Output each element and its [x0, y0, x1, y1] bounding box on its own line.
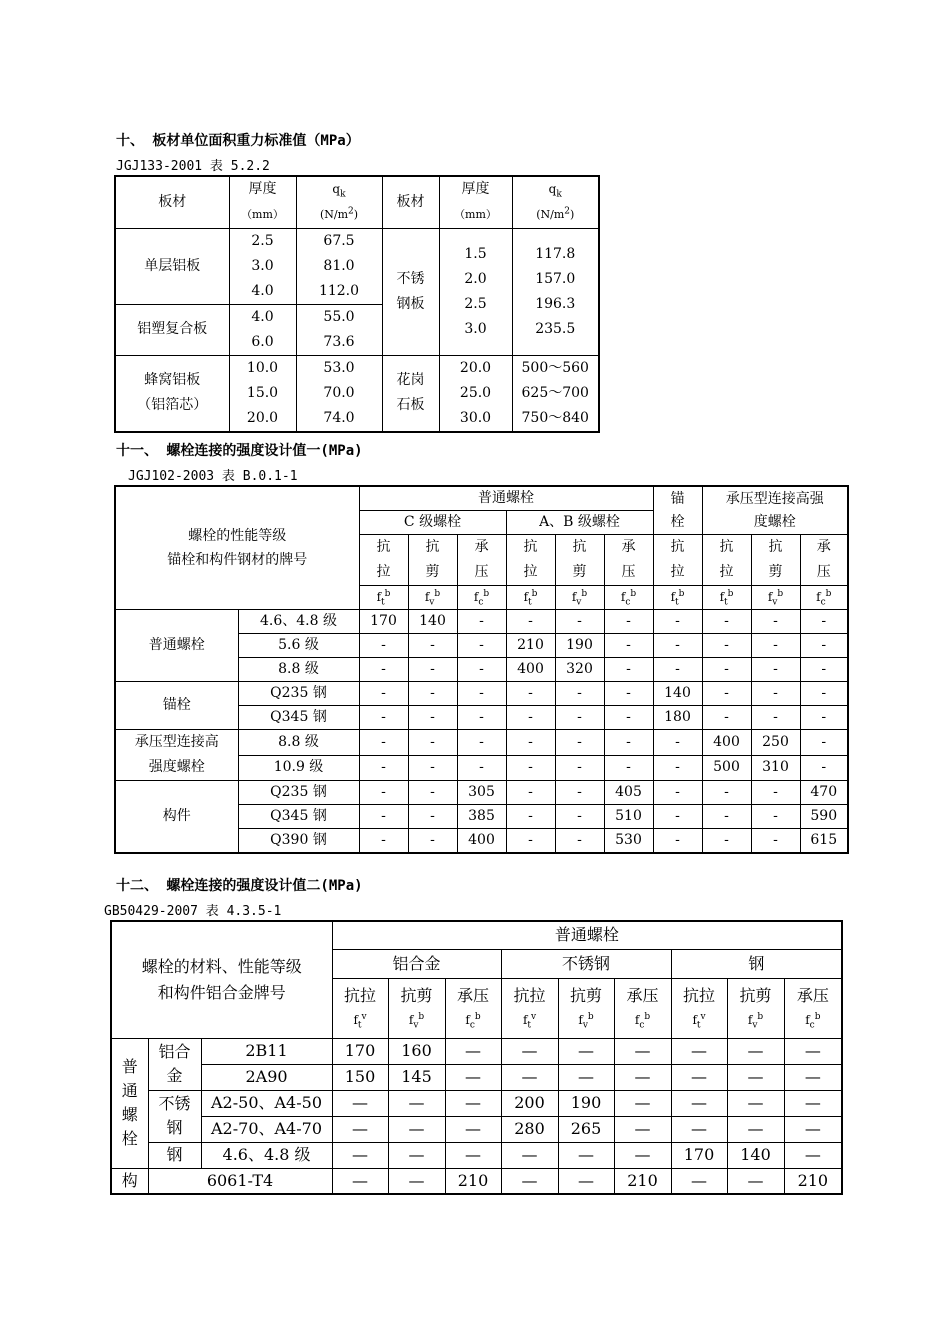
value-cell: -: [702, 805, 751, 829]
value-cell: -: [457, 610, 506, 634]
value-cell: —: [445, 1038, 501, 1064]
value-cell: —: [784, 1038, 842, 1064]
value-cell: -: [555, 755, 604, 781]
value-cell: 590: [800, 805, 848, 829]
qk-cell: 55.0 73.6: [296, 304, 382, 355]
grade-cell: A2-50、A4-50: [201, 1090, 332, 1116]
value-cell: —: [388, 1116, 445, 1142]
table-row: [111, 1168, 842, 1194]
column-label: 承压 $f_c^b$: [614, 978, 671, 1038]
value-cell: -: [555, 781, 604, 805]
value-cell: -: [800, 682, 848, 706]
value-cell: 510: [604, 805, 653, 829]
value-cell: —: [671, 1168, 727, 1194]
group-stainless: 不锈钢: [501, 949, 671, 978]
value-cell: -: [506, 730, 555, 756]
column-symbol: $f_v^b$: [751, 586, 800, 610]
value-cell: -: [751, 781, 800, 805]
column-label: 抗 剪: [555, 535, 604, 586]
value-cell: —: [727, 1090, 784, 1116]
group-ordinary-bolt: 普通螺栓: [332, 921, 842, 949]
value-cell: —: [671, 1038, 727, 1064]
table-row: [115, 682, 848, 706]
value-cell: -: [408, 730, 457, 756]
grade-cell: Q235 钢: [238, 781, 359, 805]
value-cell: -: [751, 658, 800, 682]
row-group-label: 普 通 螺 栓: [111, 1038, 148, 1168]
value-cell: —: [671, 1064, 727, 1090]
group-aluminum: 铝合金: [332, 949, 501, 978]
grade-cell: Q235 钢: [238, 682, 359, 706]
value-cell: -: [555, 805, 604, 829]
value-cell: 320: [555, 658, 604, 682]
section11-source: JGJ102-2003 表 B.0.1-1: [128, 469, 298, 484]
grade-cell: Q345 钢: [238, 706, 359, 730]
value-cell: 310: [751, 755, 800, 781]
value-cell: -: [359, 682, 408, 706]
table-row: [111, 1090, 842, 1116]
material-honeycomb: 蜂窝铝板 （铝箔芯）: [115, 355, 229, 432]
row-group-label: 锚栓: [115, 682, 238, 730]
value-cell: 140: [727, 1142, 784, 1168]
column-symbol: $f_c^b$: [800, 586, 848, 610]
grade-cell: 2A90: [201, 1064, 332, 1090]
value-cell: 265: [558, 1116, 614, 1142]
value-cell: 210: [614, 1168, 671, 1194]
value-cell: -: [604, 610, 653, 634]
value-cell: -: [800, 706, 848, 730]
column-label: 抗 拉: [702, 535, 751, 586]
grade-cell: Q345 钢: [238, 805, 359, 829]
corner-header: 螺栓的材料、性能等级 和构件铝合金牌号: [111, 921, 332, 1038]
value-cell: —: [558, 1038, 614, 1064]
value-cell: -: [653, 781, 702, 805]
value-cell: —: [614, 1064, 671, 1090]
value-cell: -: [604, 658, 653, 682]
value-cell: 180: [653, 706, 702, 730]
corner-header: 螺栓的性能等级 锚栓和构件钢材的牌号: [115, 486, 359, 610]
value-cell: -: [751, 829, 800, 854]
group-anchor-bolt: 锚 栓: [653, 486, 702, 535]
value-cell: -: [408, 755, 457, 781]
grade-cell: 4.6、4.8 级: [201, 1142, 332, 1168]
value-cell: 210: [506, 634, 555, 658]
value-cell: -: [751, 610, 800, 634]
header-thickness: 厚度 （mm）: [229, 176, 296, 228]
column-label: 抗拉 $f_t^v$: [671, 978, 727, 1038]
group-ordinary-bolt: 普通螺栓: [359, 486, 653, 511]
grade-cell: 8.8 级: [238, 658, 359, 682]
value-cell: -: [506, 781, 555, 805]
grade-cell: 5.6 级: [238, 634, 359, 658]
value-cell: —: [727, 1064, 784, 1090]
value-cell: -: [408, 805, 457, 829]
thickness-cell: 10.0 15.0 20.0: [229, 355, 296, 432]
value-cell: -: [457, 730, 506, 756]
column-symbol: $f_v^b$: [555, 586, 604, 610]
row-subgroup-label: 不锈 钢: [148, 1090, 201, 1142]
value-cell: 280: [501, 1116, 558, 1142]
column-label: 承 压: [604, 535, 653, 586]
table-row: [115, 781, 848, 805]
value-cell: —: [501, 1038, 558, 1064]
column-label: 抗 拉: [506, 535, 555, 586]
value-cell: -: [653, 829, 702, 854]
value-cell: -: [751, 634, 800, 658]
column-label: 抗 拉: [359, 535, 408, 586]
row-group-label: 普通螺栓: [115, 610, 238, 682]
value-cell: -: [604, 682, 653, 706]
value-cell: 190: [555, 634, 604, 658]
column-label: 承压 $f_c^b$: [445, 978, 501, 1038]
value-cell: -: [555, 730, 604, 756]
section12-title: 十二、 螺栓连接的强度设计值二(MPa): [116, 878, 363, 894]
value-cell: —: [784, 1142, 842, 1168]
column-label: 抗 拉: [653, 535, 702, 586]
value-cell: -: [604, 730, 653, 756]
value-cell: 170: [671, 1142, 727, 1168]
value-cell: —: [388, 1142, 445, 1168]
value-cell: -: [457, 706, 506, 730]
value-cell: -: [555, 682, 604, 706]
value-cell: —: [614, 1038, 671, 1064]
value-cell: —: [332, 1090, 388, 1116]
value-cell: -: [555, 706, 604, 730]
value-cell: -: [702, 610, 751, 634]
value-cell: -: [555, 829, 604, 854]
value-cell: —: [445, 1090, 501, 1116]
value-cell: —: [614, 1116, 671, 1142]
value-cell: -: [359, 634, 408, 658]
bolt-strength-table-1: [114, 485, 849, 854]
column-label: 承 压: [800, 535, 848, 586]
value-cell: -: [457, 658, 506, 682]
value-cell: -: [604, 706, 653, 730]
value-cell: 530: [604, 829, 653, 854]
qk-cell: 53.0 70.0 74.0: [296, 355, 382, 432]
value-cell: -: [653, 610, 702, 634]
value-cell: -: [506, 805, 555, 829]
value-cell: -: [457, 682, 506, 706]
value-cell: -: [800, 755, 848, 781]
value-cell: -: [506, 706, 555, 730]
value-cell: -: [702, 634, 751, 658]
value-cell: -: [653, 634, 702, 658]
value-cell: -: [702, 829, 751, 854]
row-subgroup-label: 钢: [148, 1142, 201, 1168]
value-cell: 145: [388, 1064, 445, 1090]
grade-cell: 6061-T4: [148, 1168, 332, 1194]
group-grade-c: C 级螺栓: [359, 511, 506, 535]
value-cell: -: [702, 706, 751, 730]
column-label: 抗拉 $f_t^v$: [501, 978, 558, 1038]
value-cell: -: [408, 634, 457, 658]
value-cell: —: [727, 1168, 784, 1194]
value-cell: 615: [800, 829, 848, 854]
value-cell: 305: [457, 781, 506, 805]
header-material-2: 板材: [382, 176, 439, 228]
value-cell: -: [751, 682, 800, 706]
value-cell: -: [457, 634, 506, 658]
value-cell: -: [653, 658, 702, 682]
value-cell: —: [671, 1116, 727, 1142]
value-cell: -: [653, 755, 702, 781]
thickness-cell: 4.0 6.0: [229, 304, 296, 355]
column-label: 抗剪 $f_v^b$: [558, 978, 614, 1038]
value-cell: 470: [800, 781, 848, 805]
value-cell: -: [359, 805, 408, 829]
value-cell: -: [359, 755, 408, 781]
grade-cell: 10.9 级: [238, 755, 359, 781]
value-cell: —: [445, 1116, 501, 1142]
value-cell: -: [359, 706, 408, 730]
value-cell: —: [332, 1142, 388, 1168]
value-cell: —: [784, 1064, 842, 1090]
panel-weight-table: [114, 175, 600, 433]
value-cell: -: [751, 805, 800, 829]
value-cell: 400: [702, 730, 751, 756]
section12-source: GB50429-2007 表 4.3.5-1: [104, 904, 282, 919]
value-cell: —: [501, 1064, 558, 1090]
qk-cell: 500～560 625～700 750～840: [512, 355, 599, 432]
table-row: [111, 1142, 842, 1168]
value-cell: —: [784, 1116, 842, 1142]
section10-source: JGJ133-2001 表 5.2.2: [116, 159, 270, 174]
value-cell: -: [506, 610, 555, 634]
value-cell: -: [408, 781, 457, 805]
grade-cell: 8.8 级: [238, 730, 359, 756]
value-cell: -: [359, 829, 408, 854]
value-cell: -: [359, 781, 408, 805]
value-cell: —: [332, 1168, 388, 1194]
grade-cell: Q390 钢: [238, 829, 359, 854]
row-group-label: 承压型连接高 强度螺栓: [115, 730, 238, 781]
table-row: [111, 1064, 842, 1090]
header-qk: $q_k$ $(N/m^2)$: [296, 176, 382, 228]
value-cell: -: [457, 755, 506, 781]
value-cell: -: [800, 730, 848, 756]
column-label: 承压 $f_c^b$: [784, 978, 842, 1038]
column-label: 抗拉 $f_t^v$: [332, 978, 388, 1038]
group-steel: 钢: [671, 949, 842, 978]
value-cell: -: [604, 755, 653, 781]
column-symbol: $f_t^b$: [506, 586, 555, 610]
column-label: 抗 剪: [751, 535, 800, 586]
thickness-cell: 20.0 25.0 30.0: [439, 355, 512, 432]
value-cell: -: [702, 682, 751, 706]
header-qk-2: $q_k$ $(N/m^2)$: [512, 176, 599, 228]
value-cell: -: [653, 805, 702, 829]
value-cell: -: [555, 610, 604, 634]
qk-cell: 117.8 157.0 196.3 235.5: [512, 228, 599, 355]
value-cell: —: [727, 1038, 784, 1064]
value-cell: -: [800, 658, 848, 682]
table-row: [115, 610, 848, 634]
value-cell: -: [408, 682, 457, 706]
value-cell: 190: [558, 1090, 614, 1116]
value-cell: -: [604, 634, 653, 658]
grade-cell: 4.6、4.8 级: [238, 610, 359, 634]
value-cell: —: [558, 1064, 614, 1090]
value-cell: 500: [702, 755, 751, 781]
value-cell: -: [702, 781, 751, 805]
column-symbol: $f_v^b$: [408, 586, 457, 610]
column-symbol: $f_t^b$: [359, 586, 408, 610]
column-label: 抗 剪: [408, 535, 457, 586]
table-row: [111, 1038, 842, 1064]
section11-title: 十一、 螺栓连接的强度设计值一(MPa): [116, 443, 363, 459]
value-cell: 210: [445, 1168, 501, 1194]
value-cell: —: [388, 1168, 445, 1194]
value-cell: -: [408, 829, 457, 854]
value-cell: -: [359, 658, 408, 682]
value-cell: —: [558, 1168, 614, 1194]
column-symbol: $f_c^b$: [604, 586, 653, 610]
value-cell: 250: [751, 730, 800, 756]
bolt-strength-table-2: [110, 920, 843, 1195]
header-thickness-2: 厚度 （mm）: [439, 176, 512, 228]
thickness-cell: 2.5 3.0 4.0: [229, 228, 296, 304]
value-cell: —: [614, 1142, 671, 1168]
row-group-label: 构件: [115, 781, 238, 854]
column-symbol: $f_t^b$: [702, 586, 751, 610]
qk-cell: 67.5 81.0 112.0: [296, 228, 382, 304]
value-cell: -: [408, 706, 457, 730]
group-grade-ab: A、B 级螺栓: [506, 511, 653, 535]
value-cell: —: [445, 1142, 501, 1168]
material-granite: 花岗 石板: [382, 355, 439, 432]
value-cell: -: [506, 829, 555, 854]
value-cell: -: [702, 658, 751, 682]
value-cell: -: [408, 658, 457, 682]
section10-title: 十、 板材单位面积重力标准值（MPa）: [116, 133, 360, 149]
value-cell: 160: [388, 1038, 445, 1064]
value-cell: —: [445, 1064, 501, 1090]
thickness-cell: 1.5 2.0 2.5 3.0: [439, 228, 512, 355]
value-cell: 140: [653, 682, 702, 706]
material-composite: 铝塑复合板: [115, 304, 229, 355]
value-cell: 170: [359, 610, 408, 634]
row-subgroup-label: 铝合 金: [148, 1038, 201, 1090]
material-single-aluminum: 单层铝板: [115, 228, 229, 304]
column-label: 抗剪 $f_v^b$: [727, 978, 784, 1038]
row-group-label: 构: [111, 1168, 148, 1194]
value-cell: —: [388, 1090, 445, 1116]
grade-cell: 2B11: [201, 1038, 332, 1064]
value-cell: —: [501, 1142, 558, 1168]
value-cell: 405: [604, 781, 653, 805]
column-symbol: $f_c^b$: [457, 586, 506, 610]
value-cell: -: [653, 730, 702, 756]
value-cell: 170: [332, 1038, 388, 1064]
column-symbol: $f_t^b$: [653, 586, 702, 610]
material-stainless: 不锈 钢板: [382, 228, 439, 355]
value-cell: -: [359, 730, 408, 756]
value-cell: —: [671, 1090, 727, 1116]
value-cell: —: [614, 1090, 671, 1116]
value-cell: —: [727, 1116, 784, 1142]
value-cell: -: [800, 610, 848, 634]
header-material: 板材: [115, 176, 229, 228]
value-cell: 210: [784, 1168, 842, 1194]
group-bearing-bolt: 承压型连接高强 度螺栓: [702, 486, 848, 535]
grade-cell: A2-70、A4-70: [201, 1116, 332, 1142]
value-cell: -: [506, 755, 555, 781]
value-cell: -: [800, 634, 848, 658]
value-cell: 400: [457, 829, 506, 854]
value-cell: -: [751, 706, 800, 730]
value-cell: —: [558, 1142, 614, 1168]
value-cell: 150: [332, 1064, 388, 1090]
table-row: [111, 1116, 842, 1142]
value-cell: —: [501, 1168, 558, 1194]
value-cell: 385: [457, 805, 506, 829]
value-cell: 400: [506, 658, 555, 682]
column-label: 抗剪 $f_v^b$: [388, 978, 445, 1038]
value-cell: -: [506, 682, 555, 706]
value-cell: —: [332, 1116, 388, 1142]
value-cell: 140: [408, 610, 457, 634]
value-cell: —: [784, 1090, 842, 1116]
column-label: 承 压: [457, 535, 506, 586]
table-row: [115, 730, 848, 756]
value-cell: 200: [501, 1090, 558, 1116]
